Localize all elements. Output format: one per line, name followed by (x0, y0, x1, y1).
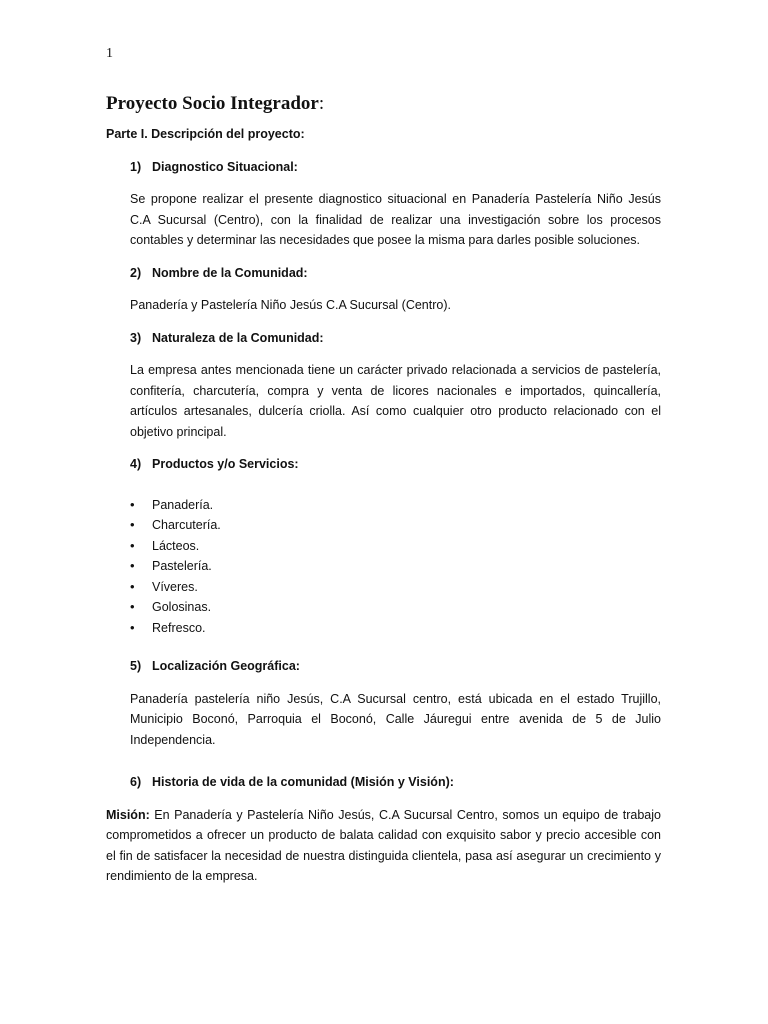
page-number: 1 (106, 46, 113, 61)
list-item-text: Refresco. (152, 620, 206, 635)
list-item-text: Lácteos. (152, 538, 200, 553)
section-heading-productos (130, 454, 661, 475)
document-title (106, 93, 324, 115)
list-item-text: Víveres. (152, 579, 198, 594)
list-item (130, 618, 661, 639)
bullet-icon: • (130, 558, 135, 573)
section-heading-diagnostico (130, 157, 661, 178)
mission-paragraph (106, 805, 661, 887)
section-title: Nombre de la Comunidad: (152, 265, 308, 280)
list-item-text: Charcutería. (152, 518, 221, 532)
section-heading-nombre (130, 263, 661, 284)
section-title: Naturaleza de la Comunidad: (152, 330, 324, 345)
section-heading-naturaleza (130, 328, 661, 349)
bullet-icon: • (130, 496, 135, 512)
section-heading-localizacion (130, 656, 661, 677)
part-heading: Parte I. Descripción del proyecto: (106, 127, 305, 141)
section-paragraph-localizacion: Panadería pastelería niño Jesús, C.A Sucursal centro, está ubicada en el estado Trujillo, Municipio Boconó, Parroquia el Boconó, Calle Jáuregui entre avenida de 5 de Julio Independencia. (130, 691, 661, 747)
mission-text: En Panadería y Pastelería Niño Jesús, C.A Sucursal Centro, somos un equipo de trabajo comprometidos a ofrecer un producto de balata calidad con exquisito sabor y precio accesible con el fin de satisfacer la necesidad de nuestra distinguida clientela, pasa así asegurar un crecimiento y rendimiento de la empresa. (106, 807, 661, 883)
section-title: Historia de vida de la comunidad (Misión y Visión): (152, 775, 454, 789)
section-title: Productos y/o Servicios: (152, 457, 299, 471)
list-item (130, 597, 661, 618)
section-number: 1) (130, 159, 142, 174)
section-number: 6) (130, 775, 142, 789)
list-item (130, 495, 661, 516)
section-paragraph-naturaleza: La empresa antes mencionada tiene un carácter privado relacionada a servicios de pastelería, confitería, charcutería, compra y venta de licores nacionales e importados, quincallería, artículos artesanales, dulcería criolla. Así como cualquier otro producto relacionado con el objetivo principal. (130, 363, 661, 439)
document-body (106, 124, 661, 887)
list-item (130, 556, 661, 577)
list-item-text: Golosinas. (152, 600, 212, 614)
section-paragraph-diagnostico: Se propone realizar el presente diagnostico situacional en Panadería Pastelería Niño Jesús C.A Sucursal (Centro), con la finalidad de realizar una investigación sobre los procesos contables y determinar las necesidades que posee la misma para darles posible soluciones. (130, 192, 661, 247)
products-list (130, 495, 661, 639)
section-paragraph-nombre: Panadería y Pastelería Niño Jesús C.A Sucursal (Centro). (130, 298, 451, 312)
section-title: Localización Geográfica: (152, 659, 300, 673)
section-number: 3) (130, 330, 142, 345)
document-title-colon: : (318, 93, 325, 114)
bullet-icon: • (130, 599, 135, 614)
section-number: 2) (130, 265, 142, 280)
bullet-icon: • (130, 517, 135, 532)
bullet-icon: • (130, 619, 135, 635)
list-item (130, 577, 661, 598)
bullet-icon: • (130, 578, 135, 594)
section-heading-historia (130, 772, 661, 793)
list-item-text: Pastelería. (152, 559, 212, 573)
bullet-icon: • (130, 537, 135, 553)
list-item (130, 536, 661, 557)
section-number: 4) (130, 457, 142, 471)
section-title: Diagnostico Situacional: (152, 159, 298, 174)
list-item-text: Panadería. (152, 497, 214, 512)
list-item (130, 515, 661, 536)
mission-label: Misión: (106, 807, 150, 822)
section-number: 5) (130, 659, 142, 673)
document-title-text: Proyecto Socio Integrador (106, 93, 319, 114)
